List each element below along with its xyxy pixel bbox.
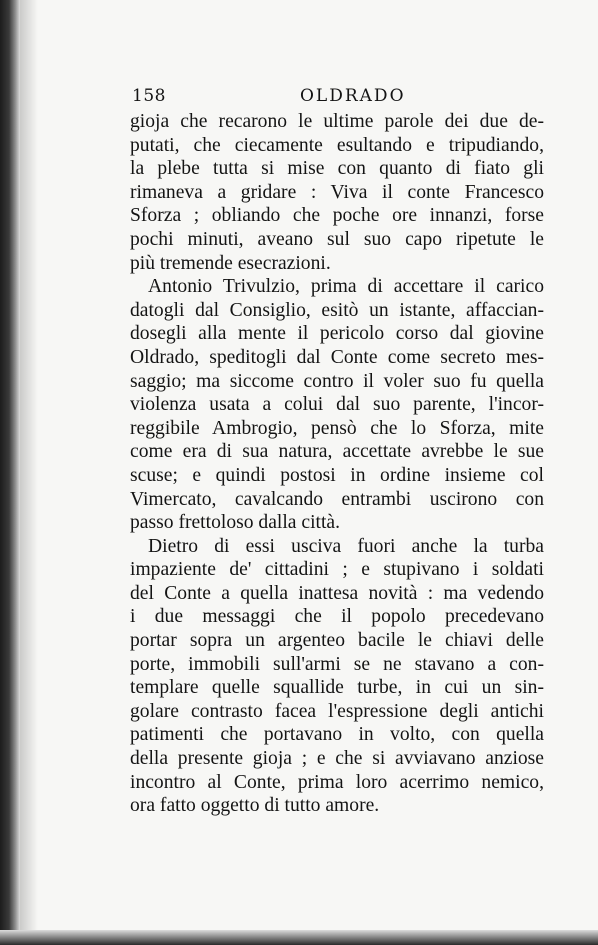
text-line: Oldrado, speditogli dal Conte come secreto mes-	[130, 346, 544, 368]
page-binding-gutter	[0, 0, 20, 945]
text-line: incontro al Conte, prima loro acerrimo nemico,	[130, 771, 544, 793]
page-header	[132, 86, 542, 110]
text-line: portar sopra un argenteo bacile le chiavi delle	[130, 630, 544, 652]
text-line: reggibile Ambrogio, pensò che lo Sforza, mite	[130, 417, 544, 439]
gutter-shadow	[20, 0, 38, 945]
text-line: la plebe tutta si mise con quanto di fiato gli	[130, 158, 544, 180]
text-line: della presente gioja ; e che si avviavano anziose	[130, 748, 544, 770]
text-line: datogli dal Consiglio, esitò un istante, affaccian-	[130, 299, 544, 321]
paragraph	[130, 110, 544, 275]
text-line: passo frettoloso dalla città.	[130, 512, 341, 534]
text-line: Sforza ; obliando che poche ore innanzi, forse	[130, 205, 544, 227]
body-text	[130, 110, 544, 818]
text-line: ora fatto oggetto di tutto amore.	[130, 795, 380, 817]
page-number: 158	[132, 86, 166, 106]
paragraph	[130, 275, 544, 535]
paragraph	[130, 535, 544, 818]
text-line: più tremende esecrazioni.	[130, 252, 331, 274]
text-line: Vimercato, cavalcando entrambi uscirono con	[130, 488, 544, 510]
text-line: golare contrasto facea l'espressione degli antichi	[130, 700, 544, 722]
text-line: porte, immobili sull'armi se ne stavano a con-	[130, 653, 544, 675]
page-bottom-edge	[0, 930, 598, 945]
text-line: saggio; ma siccome contro il voler suo fu quella	[130, 370, 544, 392]
text-line: scuse; e quindi postosi in ordine insieme col	[130, 464, 544, 486]
text-line: pochi minuti, aveano sul suo capo ripetute le	[130, 228, 544, 250]
text-line: rimaneva a gridare : Viva il conte Francesco	[130, 181, 544, 203]
text-line: del Conte a quella inattesa novità : ma vedendo	[130, 582, 544, 604]
text-line: come era di sua natura, accettate avrebbe le sue	[130, 441, 544, 463]
text-line: Dietro di essi usciva fuori anche la turba	[148, 535, 544, 557]
text-line: dosegli alla mente il pericolo corso dal giovine	[130, 323, 544, 345]
text-line: impaziente de' cittadini ; e stupivano i soldati	[130, 559, 544, 581]
text-line: templare quelle squallide turbe, in cui un sin-	[130, 677, 544, 699]
text-line: putati, che ciecamente esultando e tripudiando,	[130, 134, 544, 156]
text-line: Antonio Trivulzio, prima di accettare il carico	[148, 276, 544, 298]
text-line: i due messaggi che il popolo precedevano	[130, 606, 544, 628]
running-title: OLDRADO	[300, 86, 406, 106]
text-line: violenza usata a colui dal suo parente, l'incor-	[130, 394, 544, 416]
text-line: gioja che recarono le ultime parole dei due de-	[130, 111, 544, 132]
text-line: patimenti che portavano in volto, con quella	[130, 724, 544, 746]
